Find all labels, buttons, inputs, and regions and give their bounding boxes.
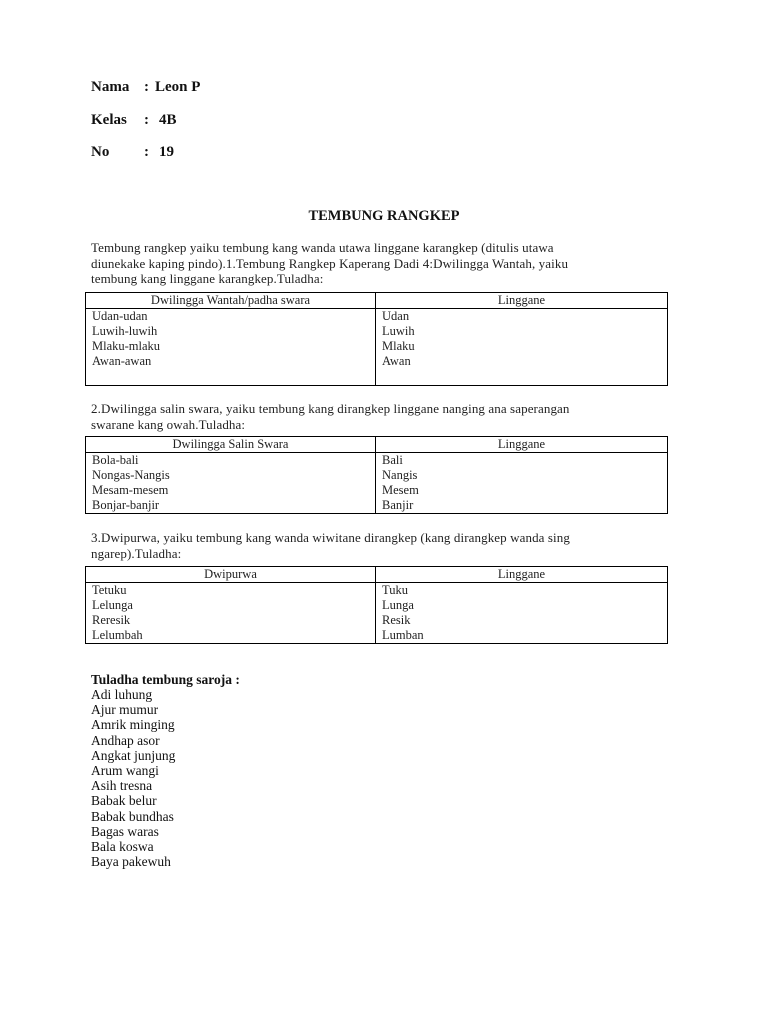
column-header: Linggane	[376, 567, 668, 583]
table-header-row	[86, 293, 668, 309]
intro-line: Tembung rangkep yaiku tembung kang wanda utawa linggane karangkep (ditulis utawa	[91, 240, 554, 255]
list-item: Bala koswa	[91, 839, 154, 855]
number-value: 19	[159, 144, 174, 160]
table-body-row	[86, 583, 668, 644]
table-item: Luwih-luwih	[92, 324, 158, 338]
paragraph-line: 3.Dwipurwa, yaiku tembung kang wanda wiwitane dirangkep (kang dirangkep wanda sing	[91, 530, 570, 545]
table-item: Lelunga	[92, 598, 133, 612]
dwilingga-salin-swara-table	[85, 436, 668, 514]
student-number-row	[91, 144, 391, 162]
table-body-row	[86, 453, 668, 514]
table-cell	[86, 309, 376, 386]
table-item: Mesam-mesem	[92, 483, 169, 497]
intro-paragraph	[91, 240, 691, 287]
table-item: Mlaku-mlaku	[92, 339, 161, 353]
list-item: Andhap asor	[91, 732, 160, 748]
list-item: Adi luhung	[91, 687, 153, 702]
paragraph-line: swarane kang owah.Tuladha:	[91, 416, 246, 432]
table-item: Tetuku	[92, 583, 127, 597]
table-item: Lelumbah	[92, 628, 143, 642]
dwilingga-salin-swara-paragraph	[91, 401, 691, 432]
table-body-row	[86, 309, 668, 386]
table-item: Udan	[382, 309, 410, 323]
paragraph-line: 2.Dwilingga salin swara, yaiku tembung kang dirangkep linggane nanging ana saperangan	[91, 401, 570, 416]
list-item: Babak bundhas	[91, 808, 174, 824]
page-title: TEMBUNG RANGKEP	[308, 208, 460, 224]
dwipurwa-table	[85, 566, 668, 644]
table-item: Bonjar-banjir	[92, 498, 160, 512]
saroja-list	[91, 687, 391, 869]
class-separator: :	[144, 112, 149, 128]
column-header: Linggane	[376, 437, 668, 453]
list-item: Arum wangi	[91, 763, 159, 779]
list-item: Asih tresna	[91, 778, 153, 794]
table-cell	[376, 583, 668, 644]
number-separator: :	[144, 144, 149, 160]
table-item: Tuku	[382, 583, 408, 597]
student-class-row	[91, 112, 391, 130]
saroja-heading: Tuladha tembung saroja :	[91, 672, 240, 687]
table-item: Lumban	[382, 628, 424, 642]
paragraph-line: ngarep).Tuladha:	[91, 545, 182, 561]
intro-line: tembung kang linggane karangkep.Tuladha:	[91, 271, 324, 286]
table-item: Awan-awan	[92, 354, 152, 368]
table-cell	[376, 309, 668, 386]
table-item: Awan	[382, 354, 411, 368]
name-label: Nama	[91, 79, 130, 95]
column-header: Dwilingga Salin Swara	[86, 437, 376, 453]
dwilingga-wantah-table	[85, 292, 668, 386]
table-item: Luwih	[382, 324, 415, 338]
student-name-row	[91, 79, 391, 97]
table-item: Nongas-Nangis	[92, 468, 170, 482]
column-header: Dwipurwa	[86, 567, 376, 583]
table-item: Lunga	[382, 598, 414, 612]
table-cell	[86, 583, 376, 644]
table-item: Bola-bali	[92, 453, 139, 467]
name-value: Leon P	[155, 79, 201, 95]
table-item: Udan-udan	[92, 309, 148, 323]
table-item: Reresik	[92, 613, 131, 627]
intro-line: diunekake kaping pindo).1.Tembung Rangkep Kaperang Dadi 4:Dwilingga Wantah, yaiku	[91, 255, 569, 271]
table-item: Nangis	[382, 468, 418, 482]
table-item: Mesem	[382, 483, 419, 497]
list-item: Babak belur	[91, 793, 157, 809]
column-header: Dwilingga Wantah/padha swara	[86, 293, 376, 309]
table-cell	[86, 453, 376, 514]
dwipurwa-paragraph	[91, 530, 691, 561]
table-item: Banjir	[382, 498, 414, 512]
list-item: Angkat junjung	[91, 747, 176, 763]
class-label: Kelas	[91, 112, 127, 128]
table-header-row	[86, 437, 668, 453]
table-header-row	[86, 567, 668, 583]
table-item: Mlaku	[382, 339, 415, 353]
number-label: No	[91, 144, 110, 160]
list-item: Amrik minging	[91, 717, 175, 733]
table-cell	[376, 453, 668, 514]
list-item: Bagas waras	[91, 823, 159, 839]
class-value: 4B	[159, 112, 177, 128]
column-header: Linggane	[376, 293, 668, 309]
list-item: Ajur mumur	[91, 702, 159, 718]
name-separator: :	[144, 79, 149, 95]
table-item: Bali	[382, 453, 403, 467]
list-item: Baya pakewuh	[91, 854, 171, 870]
table-item: Resik	[382, 613, 411, 627]
